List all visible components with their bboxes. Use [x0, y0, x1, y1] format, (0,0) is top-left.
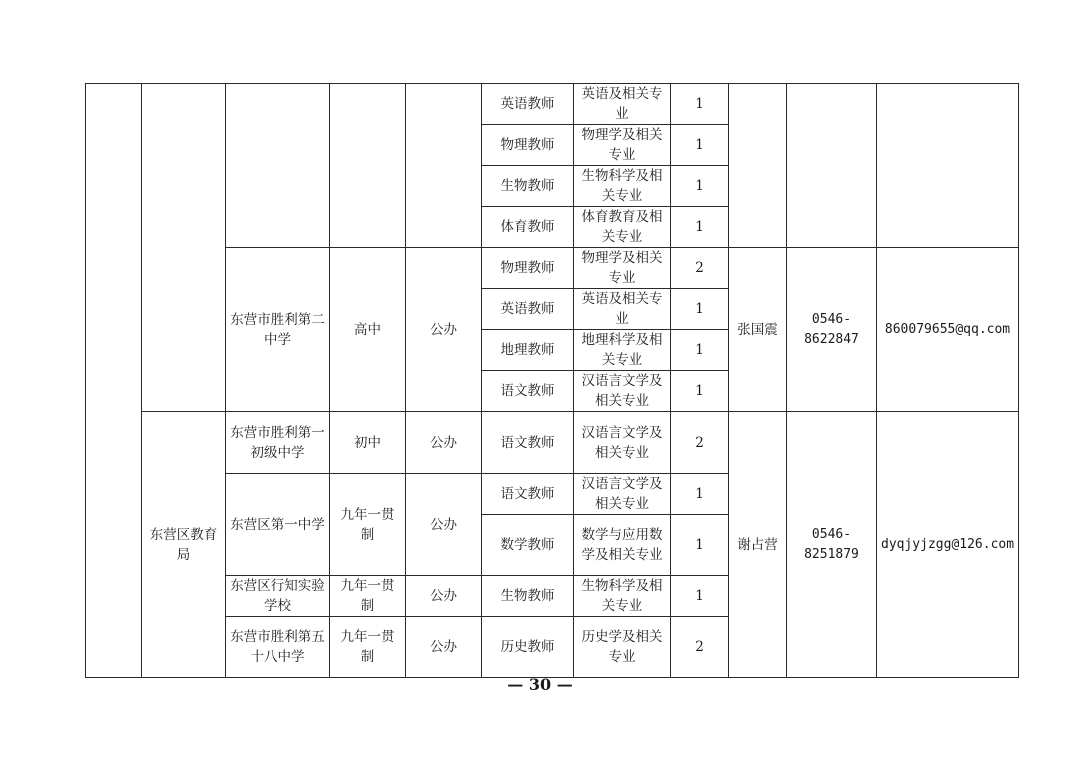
table-row: [86, 248, 1019, 289]
major-cell: 物理学及相关专业: [574, 248, 671, 289]
school-level-cell: 高中: [330, 248, 406, 412]
count-cell: 1: [671, 330, 729, 371]
contact-person-cell: 张国震: [729, 248, 787, 412]
school-type-cell: 公办: [406, 248, 482, 412]
count-cell: 1: [671, 84, 729, 125]
post-cell: 体育教师: [482, 207, 574, 248]
email-cell: dyqjyjzgg@126.com: [877, 412, 1019, 678]
major-cell: 生物科学及相关专业: [574, 166, 671, 207]
phone-cell: 0546-8622847: [787, 248, 877, 412]
post-cell: 语文教师: [482, 371, 574, 412]
post-cell: 历史教师: [482, 617, 574, 678]
school-type-cell: 公办: [406, 617, 482, 678]
school-name-cell: 东营区行知实验学校: [226, 576, 330, 617]
phone-cell: 0546-8251879: [787, 412, 877, 678]
post-cell: 生物教师: [482, 576, 574, 617]
school-name-cell: 东营市胜利第一初级中学: [226, 412, 330, 474]
post-cell: 物理教师: [482, 125, 574, 166]
contact-person-cell-continued: [729, 84, 787, 248]
table-row: [86, 412, 1019, 474]
count-cell: 2: [671, 617, 729, 678]
count-cell: 1: [671, 576, 729, 617]
department-cell-continued: [142, 84, 226, 412]
major-cell: 历史学及相关专业: [574, 617, 671, 678]
school-name-cell: 东营区第一中学: [226, 474, 330, 576]
table-row: [86, 84, 1019, 125]
count-cell: 1: [671, 125, 729, 166]
count-cell: 2: [671, 248, 729, 289]
school-type-cell: 公办: [406, 474, 482, 576]
serial-cell: [86, 84, 142, 678]
count-cell: 1: [671, 371, 729, 412]
count-cell: 2: [671, 412, 729, 474]
major-cell: 汉语言文学及相关专业: [574, 474, 671, 515]
post-cell: 地理教师: [482, 330, 574, 371]
post-cell: 生物教师: [482, 166, 574, 207]
major-cell: 生物科学及相关专业: [574, 576, 671, 617]
contact-person-cell: 谢占营: [729, 412, 787, 678]
department-name-cell: 东营区教育局: [142, 412, 226, 678]
school-type-cell: 公办: [406, 576, 482, 617]
post-cell: 物理教师: [482, 248, 574, 289]
count-cell: 1: [671, 515, 729, 576]
major-cell: 物理学及相关专业: [574, 125, 671, 166]
major-cell: 地理科学及相关专业: [574, 330, 671, 371]
major-cell: 汉语言文学及相关专业: [574, 412, 671, 474]
level-cell-continued: [330, 84, 406, 248]
post-cell: 语文教师: [482, 474, 574, 515]
school-type-cell: 公办: [406, 412, 482, 474]
school-level-cell: 九年一贯制: [330, 617, 406, 678]
post-cell: 英语教师: [482, 84, 574, 125]
major-cell: 英语及相关专业: [574, 84, 671, 125]
count-cell: 1: [671, 207, 729, 248]
page-number: — 30 —: [507, 675, 573, 694]
major-cell: 数学与应用数学及相关专业: [574, 515, 671, 576]
count-cell: 1: [671, 474, 729, 515]
recruitment-table: [85, 83, 1019, 678]
email-cell: 860079655@qq.com: [877, 248, 1019, 412]
school-level-cell: 初中: [330, 412, 406, 474]
phone-cell-continued: [787, 84, 877, 248]
school-cell-continued: [226, 84, 330, 248]
school-name-cell: 东营市胜利第二中学: [226, 248, 330, 412]
email-cell-continued: [877, 84, 1019, 248]
post-cell: 语文教师: [482, 412, 574, 474]
major-cell: 英语及相关专业: [574, 289, 671, 330]
school-name-cell: 东营市胜利第五十八中学: [226, 617, 330, 678]
type-cell-continued: [406, 84, 482, 248]
major-cell: 汉语言文学及相关专业: [574, 371, 671, 412]
count-cell: 1: [671, 166, 729, 207]
post-cell: 数学教师: [482, 515, 574, 576]
school-level-cell: 九年一贯制: [330, 474, 406, 576]
school-level-cell: 九年一贯制: [330, 576, 406, 617]
major-cell: 体育教育及相关专业: [574, 207, 671, 248]
count-cell: 1: [671, 289, 729, 330]
post-cell: 英语教师: [482, 289, 574, 330]
